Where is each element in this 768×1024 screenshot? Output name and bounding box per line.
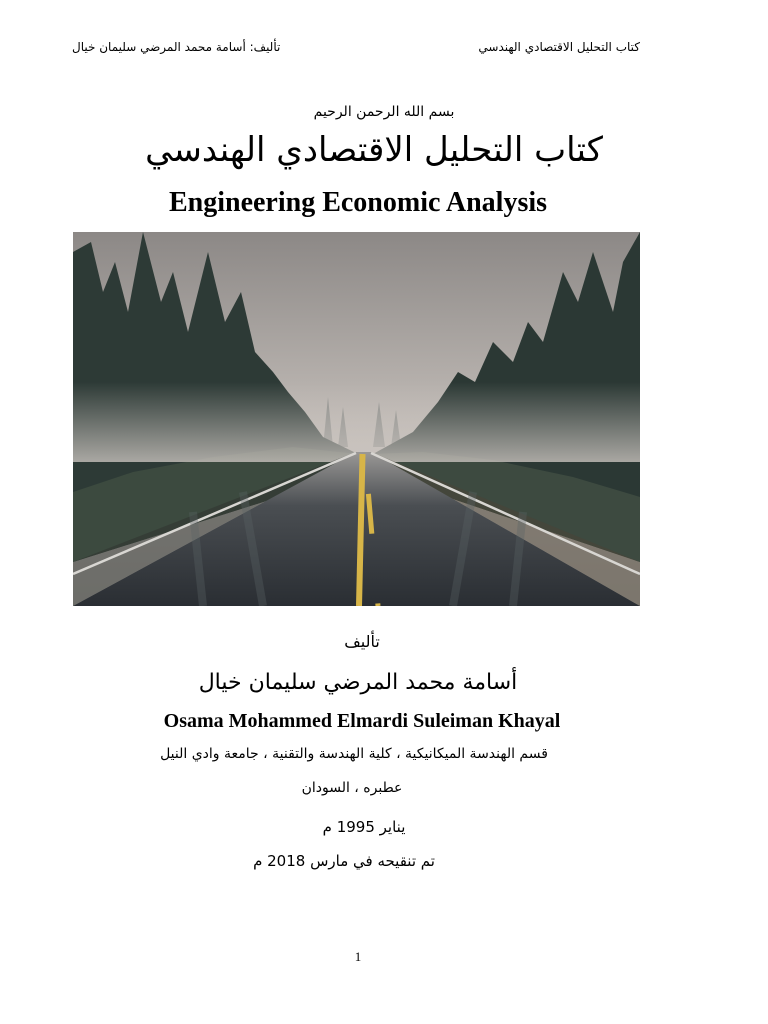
author-name-arabic: أسامة محمد المرضي سليمان خيال (198, 670, 518, 695)
header-author: تأليف: أسامة محمد المرضي سليمان خيال (72, 40, 281, 54)
title-english: Engineering Economic Analysis (168, 187, 548, 218)
author-name-english: Osama Mohammed Elmardi Suleiman Khayal (163, 710, 561, 732)
header-book-title: كتاب التحليل الاقتصادي الهندسي (478, 40, 640, 54)
basmala: بسم الله الرحمن الرحيم (313, 104, 455, 120)
page-number: 1 (354, 949, 362, 964)
department-affiliation: قسم الهندسة الميكانيكية ، كلية الهندسة والتقنية ، جامعة وادي النيل (160, 746, 548, 762)
revision-date: تم تنقيحه في مارس 2018 م (253, 852, 435, 870)
title-arabic: كتاب التحليل الاقتصادي الهندسي (145, 130, 603, 170)
original-date: يناير 1995 م (322, 818, 406, 836)
cover-photo-road (73, 232, 640, 606)
city-country: عطبره ، السودان (301, 780, 403, 796)
author-label: تأليف (344, 632, 380, 651)
